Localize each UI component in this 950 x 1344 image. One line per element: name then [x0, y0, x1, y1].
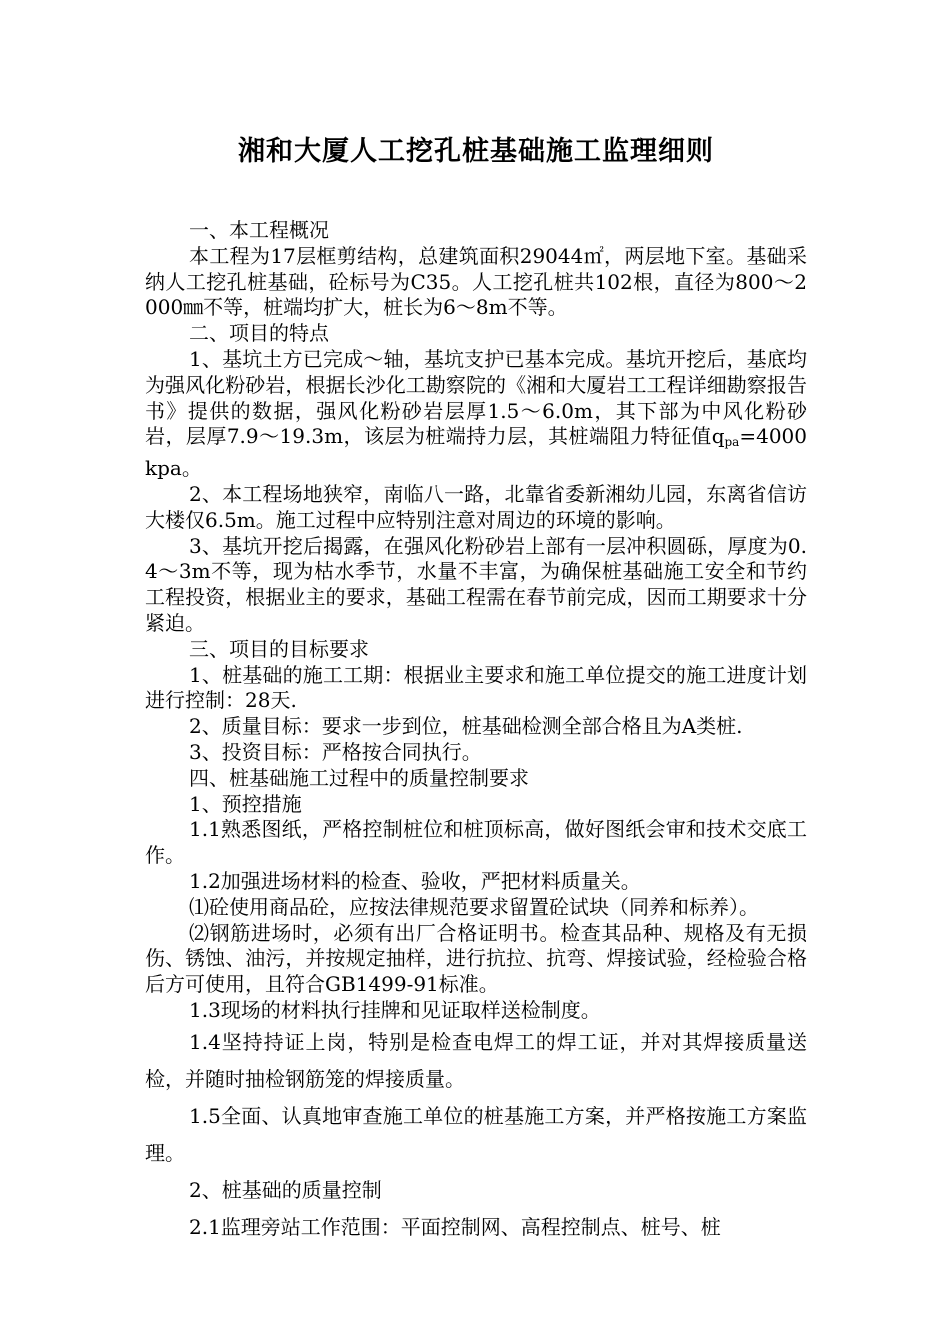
- paragraph-feature-1: [145, 347, 807, 482]
- paragraph-feature-2: 2、本工程场地狭窄，南临八一路，北靠省委新湘幼儿园，东离省信访大楼仅6.5m。施工过程中应特别注意对周边的环境的影响。: [145, 481, 807, 532]
- paragraph-target-quality: 2、质量目标：要求一步到位，桩基础检测全部合格且为A类桩.: [189, 714, 743, 739]
- paragraph-1-1: 1.1熟悉图纸，严格控制桩位和桩顶标高，做好图纸会审和技术交底工作。: [145, 817, 807, 868]
- pile-q-value: =4000kpa。: [145, 424, 807, 481]
- paragraph-target-schedule: 1、桩基础的施工工期：根据业主要求和施工单位提交的施工进度计划进行控制：28天.: [145, 662, 807, 713]
- paragraph-1-3: 1.3现场的材料执行挂牌和见证取样送检制度。: [189, 997, 601, 1022]
- document-title: 湘和大厦人工挖孔桩基础施工监理细则: [238, 136, 714, 167]
- paragraph-target-investment: 3、投资目标：严格按合同执行。: [189, 739, 482, 764]
- paragraph-feature-3: 3、基坑开挖后揭露，在强风化粉砂岩上部有一层冲积圆砾，厚度为0.4～3m不等，现为枯水季节，水量不丰富，为确保桩基础施工安全和节约工程投资，根据业主的要求，基础工程需在春节前完成，因而工期要求十分紧迫。: [145, 533, 807, 635]
- paragraph-1-5: 1.5全面、认真地审查施工单位的桩基施工方案，并严格按施工方案监理。: [145, 1103, 807, 1165]
- paragraph-1-2: 1.2加强进场材料的检查、验收，严把材料质量关。: [189, 868, 641, 893]
- document-page: [145, 130, 807, 1246]
- heading-overview: 一、本工程概况: [189, 218, 329, 242]
- heading-features: 二、项目的特点: [189, 321, 329, 346]
- paragraph-concrete: ⑴砼使用商品砼，应按法律规范要求留置砼试块（同养和标养）。: [189, 894, 759, 919]
- pile-q-subscript: pa: [724, 435, 740, 450]
- pile-q-symbol: q: [711, 424, 725, 449]
- heading-pile-quality: 2、桩基础的质量控制: [189, 1177, 382, 1202]
- paragraph-1-4: 1.4坚持持证上岗，特别是检查电焊工的焊工证，并对其焊接质量送检，并随时抽检钢筋笼的焊接质量。: [145, 1029, 807, 1091]
- heading-pre-control: 1、预控措施: [189, 791, 302, 816]
- paragraph-2-1: 2.1监理旁站工作范围：平面控制网、高程控制点、桩号、桩: [189, 1214, 721, 1239]
- paragraph-overview: 本工程为17层框剪结构，总建筑面积29044㎡，两层地下室。基础采纳人工挖孔桩基础，砼标号为C35。人工挖孔桩共102根，直径为800～2000㎜不等，桩端均扩大，桩长为6～8m不等。: [145, 243, 807, 320]
- heading-targets: 三、项目的目标要求: [189, 636, 369, 661]
- paragraph-rebar: ⑵钢筋进场时，必须有出厂合格证明书。检查其品种、规格及有无损伤、锈蚀、油污，并按规定抽样，进行抗拉、抗弯、焊接试验，经检验合格后方可使用，且符合GB1499-91标准。: [145, 920, 807, 997]
- heading-quality-control: 四、桩基础施工过程中的质量控制要求: [189, 765, 529, 790]
- paragraph-feature-1-text: 1、基坑土方已完成～轴，基坑支护已基本完成。基坑开挖后，基底均为强风化粉砂岩，根据长沙化工勘察院的《湘和大厦岩工工程详细勘察报告书》提供的数据，强风化粉砂岩层厚1.5～6.0m，其下部为中风化粉砂岩，层厚7.9～19.3m，该层为桩端持力层，其桩端阻力特征值: [145, 346, 807, 449]
